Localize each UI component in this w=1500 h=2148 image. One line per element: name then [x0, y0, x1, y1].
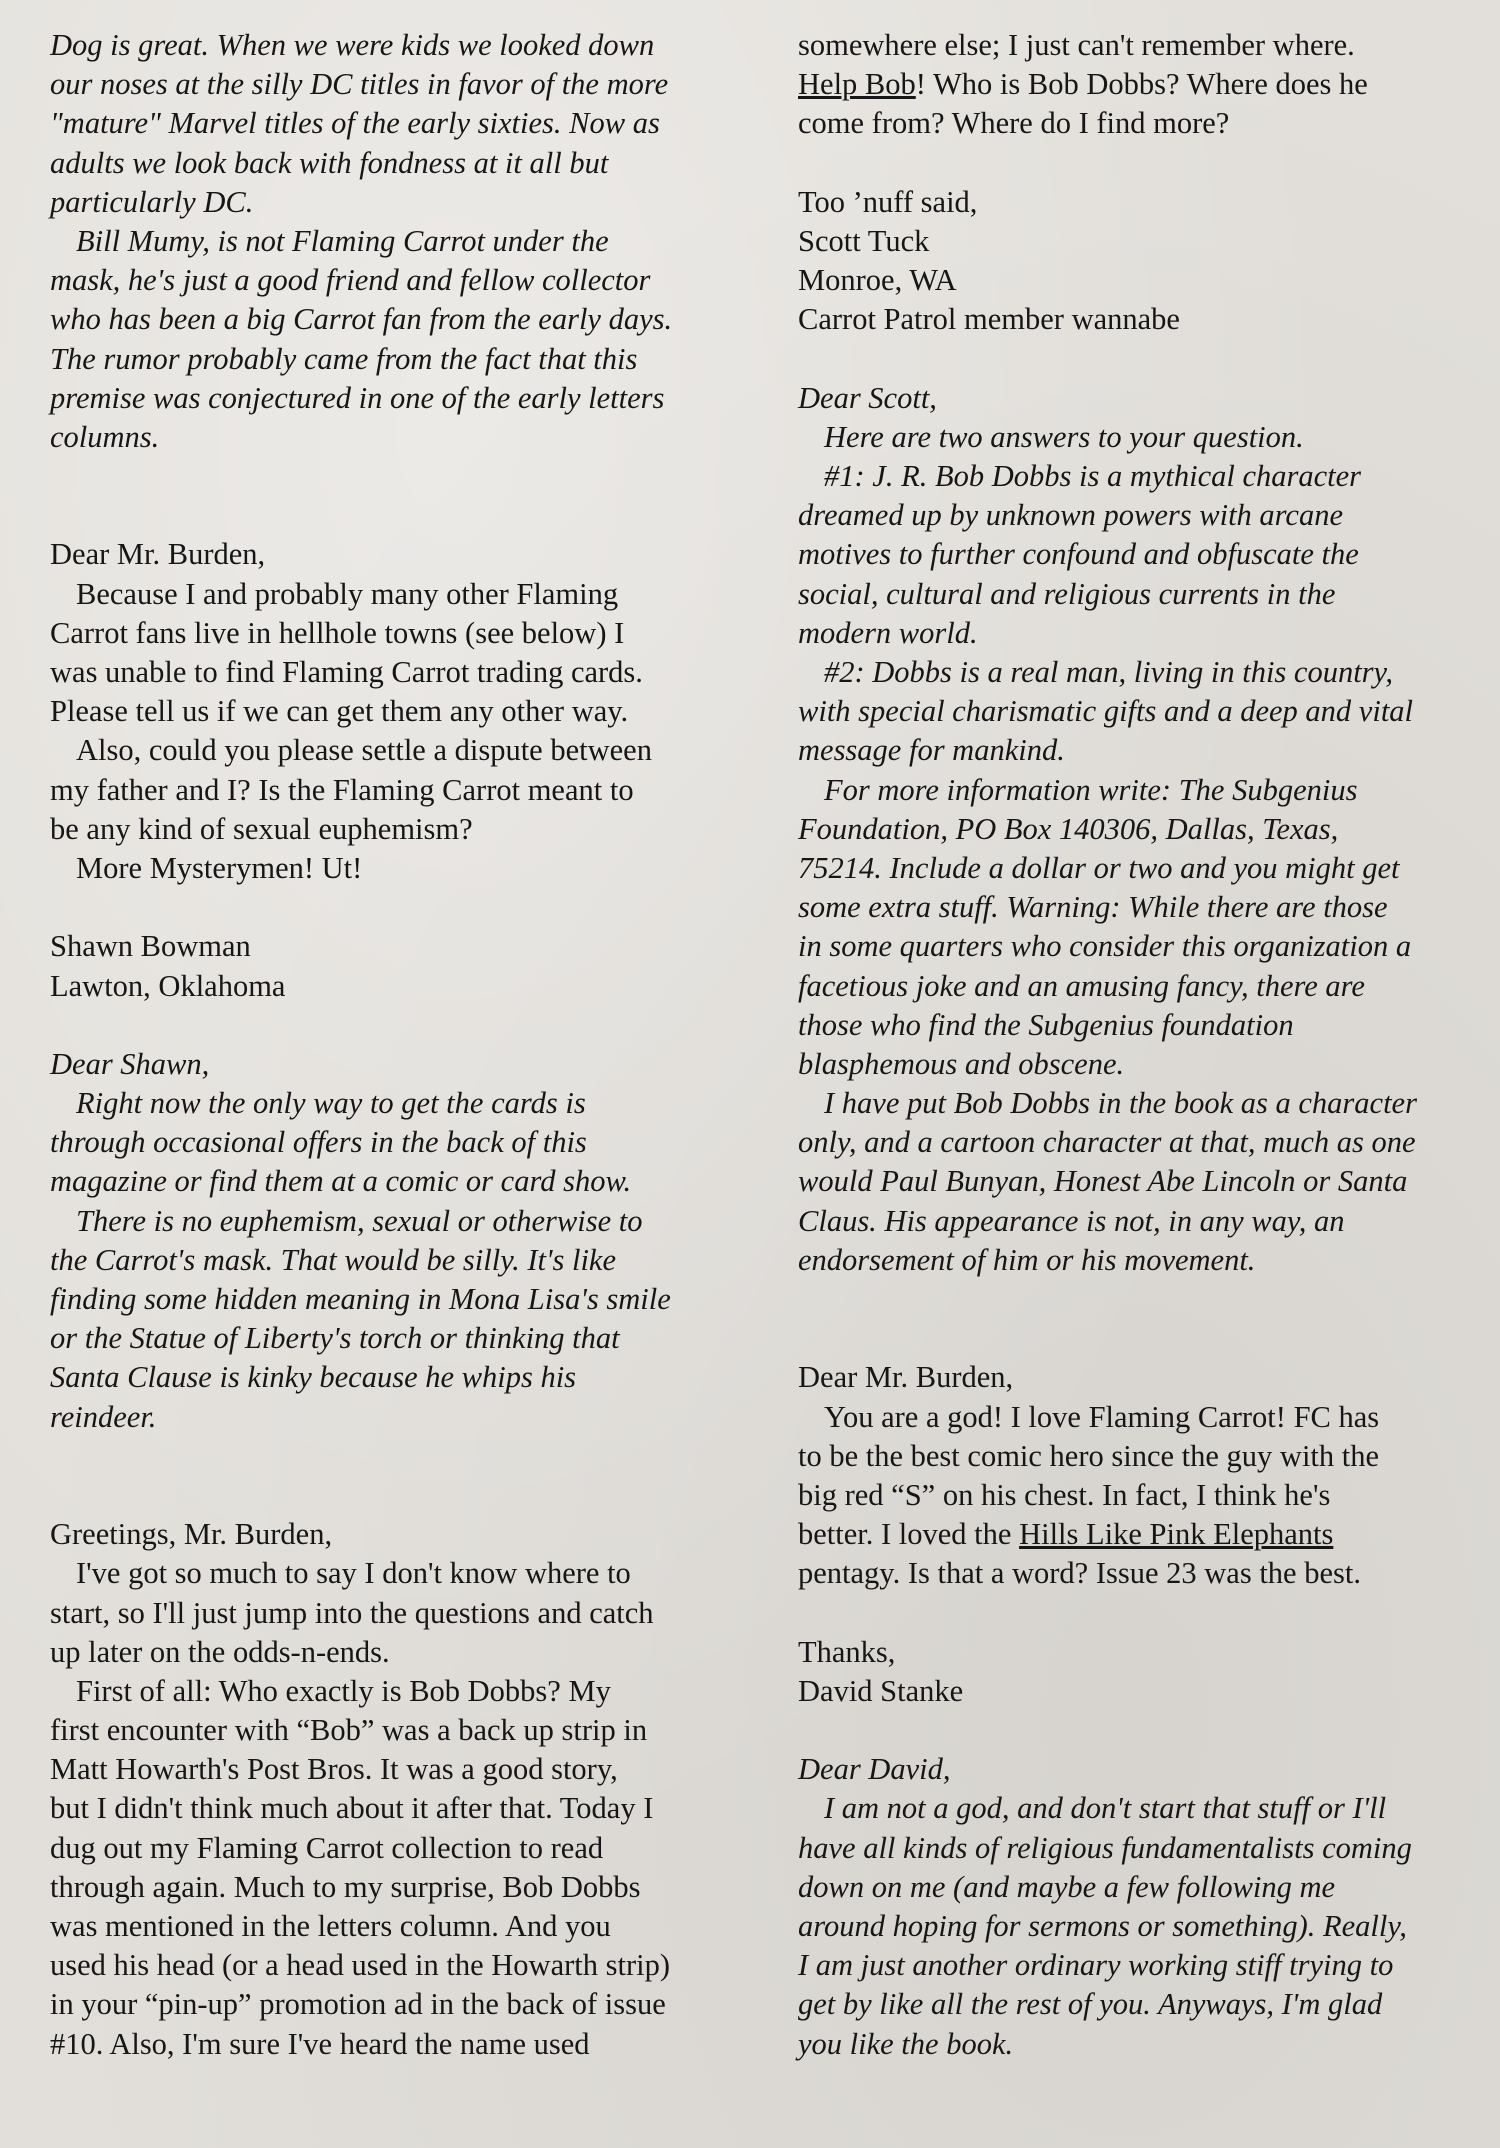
text-line: 75214. Include a dollar or two and you might get — [798, 850, 1400, 885]
underlined-title: Help Bob — [798, 67, 916, 102]
text-line: Dear Mr. Burden, — [798, 1360, 1014, 1395]
text-line: Claus. His appearance is not, in any way, an — [798, 1203, 1345, 1238]
text-line: was mentioned in the letters column. And you — [50, 1909, 611, 1944]
text-line: Also, could you please settle a dispute between — [76, 733, 652, 768]
text-line: those who find the Subgenius foundation — [798, 1007, 1294, 1042]
paragraph-gap — [50, 457, 740, 535]
text-line: you like the book. — [798, 2026, 1014, 2061]
paragraph-gap — [798, 1711, 1478, 1750]
text-line: who has been a big Carrot fan from the early days. — [50, 302, 673, 337]
text-line: Monroe, WA — [798, 263, 957, 298]
text-line: You are a god! I love Flaming Carrot! FC has — [824, 1399, 1380, 1434]
text-line: More Mysterymen! Ut! — [76, 850, 363, 885]
paragraph-gap — [798, 1594, 1478, 1633]
text-line: particularly DC. — [50, 184, 254, 219]
text-line: around hoping for sermons or something). Really, — [798, 1909, 1407, 1944]
text-line: Bill Mumy, is not Flaming Carrot under the — [76, 223, 609, 258]
text-line: Lawton, Oklahoma — [50, 968, 286, 1003]
paragraph-gap — [798, 340, 1478, 379]
text-line: used his head (or a head used in the Howarth strip) — [50, 1948, 670, 1983]
text-line: I am just another ordinary working stiff trying to — [798, 1948, 1394, 1983]
text-line: Help Bob! Who is Bob Dobbs? Where does he — [798, 67, 1368, 102]
text-line: or the Statue of Liberty's torch or thinking that — [50, 1321, 620, 1356]
paragraph-gap — [50, 1437, 740, 1515]
text-line: Right now the only way to get the cards is — [76, 1086, 586, 1121]
text-line: message for mankind. — [798, 733, 1065, 768]
text-line: #10. Also, I'm sure I've heard the name used — [50, 2026, 590, 2061]
text-line: only, and a cartoon character at that, much as one — [798, 1125, 1416, 1160]
right-column — [798, 26, 1478, 2064]
text-line: my father and I? Is the Flaming Carrot meant to — [50, 772, 634, 807]
text-line: dug out my Flaming Carrot collection to read — [50, 1830, 604, 1865]
text-line: Too ’nuff said, — [798, 184, 978, 219]
text-line: would Paul Bunyan, Honest Abe Lincoln or Santa — [798, 1164, 1408, 1199]
text-line: first encounter with “Bob” was a back up strip in — [50, 1713, 648, 1748]
text-line: David Stanke — [798, 1673, 964, 1708]
text-line: Here are two answers to your question. — [824, 419, 1304, 454]
text-line: through again. Much to my surprise, Bob Dobbs — [50, 1869, 641, 1904]
text-line: I am not a god, and don't start that stuff or I'll — [824, 1791, 1387, 1826]
text-line: in some quarters who consider this organization a — [798, 929, 1412, 964]
text-line: somewhere else; I just can't remember where. — [798, 28, 1355, 62]
text-line: Matt Howarth's Post Bros. It was a good story, — [50, 1752, 618, 1787]
text-line: There is no euphemism, sexual or otherwise to — [76, 1203, 643, 1238]
text-line: come from? Where do I find more? — [798, 106, 1230, 141]
text-line: blasphemous and obscene. — [798, 1046, 1125, 1081]
text-line: Dear David, — [798, 1752, 951, 1787]
text-line: have all kinds of religious fundamentalists coming — [798, 1830, 1412, 1865]
paragraph-gap — [50, 888, 740, 927]
text-line: mask, he's just a good friend and fellow collector — [50, 263, 651, 298]
text-line: in your “pin-up” promotion ad in the back of issue — [50, 1987, 666, 2022]
text-line: adults we look back with fondness at it all but — [50, 145, 609, 180]
underlined-title: Hills Like Pink Elephants — [1019, 1517, 1334, 1552]
text-line: First of all: Who exactly is Bob Dobbs? My — [76, 1673, 611, 1708]
text-line: Dear Shawn, — [50, 1046, 210, 1081]
text-line: better. I loved the Hills Like Pink Elephants — [798, 1517, 1334, 1552]
text-line: big red “S” on his chest. In fact, I think he's — [798, 1477, 1331, 1512]
text-line: Shawn Bowman — [50, 929, 251, 964]
text-line: finding some hidden meaning in Mona Lisa's smile — [50, 1282, 671, 1317]
text-line: to be the best comic hero since the guy with the — [798, 1438, 1380, 1473]
text-line: start, so I'll just jump into the questions and catch — [50, 1595, 654, 1630]
text-line: #1: J. R. Bob Dobbs is a mythical character — [824, 459, 1362, 494]
text-line: Dear Mr. Burden, — [50, 537, 266, 572]
text-line: Santa Clause is kinky because he whips his — [50, 1360, 577, 1395]
text-line: the Carrot's mask. That would be silly. It's like — [50, 1242, 616, 1277]
text-line: Foundation, PO Box 140306, Dallas, Texas, — [798, 811, 1339, 846]
text-line: Dog is great. When we were kids we looked down — [50, 28, 655, 62]
text-line: through occasional offers in the back of this — [50, 1125, 587, 1160]
text-line: #2: Dobbs is a real man, living in this country, — [824, 655, 1394, 689]
text-line: with special charismatic gifts and a deep and vital — [798, 694, 1414, 729]
text-line: was unable to find Flaming Carrot trading cards. — [50, 655, 643, 690]
text-line: endorsement of him or his movement. — [798, 1242, 1256, 1277]
text-line: columns. — [50, 419, 160, 454]
text-line: magazine or find them at a comic or card show. — [50, 1164, 632, 1199]
text-line: motives to further confound and obfuscate the — [798, 537, 1359, 572]
text-line: Because I and probably many other Flaming — [76, 576, 619, 611]
text-line: I have put Bob Dobbs in the book as a character — [824, 1086, 1417, 1121]
text-line: The rumor probably came from the fact that this — [50, 341, 638, 376]
text-line: Greetings, Mr. Burden, — [50, 1517, 333, 1552]
text-line: be any kind of sexual euphemism? — [50, 811, 473, 846]
text-line: Thanks, — [798, 1634, 896, 1669]
text-line: social, cultural and religious currents in the — [798, 576, 1336, 611]
text-line: Carrot Patrol member wannabe — [798, 302, 1180, 337]
paragraph-gap — [50, 1006, 740, 1045]
text-line: "mature" Marvel titles of the early sixties. Now as — [50, 106, 660, 141]
text-line: but I didn't think much about it after that. Today I — [50, 1791, 654, 1826]
text-line: up later on the odds-n-ends. — [50, 1634, 390, 1669]
text-line: our noses at the silly DC titles in favor of the more — [50, 67, 669, 102]
paragraph-gap — [798, 1280, 1478, 1358]
text-line: For more information write: The Subgenius — [824, 772, 1358, 807]
text-line: pentagy. Is that a word? Issue 23 was the best. — [798, 1556, 1361, 1591]
text-line: modern world. — [798, 615, 978, 650]
text-line: facetious joke and an amusing fancy, there are — [798, 968, 1365, 1003]
text-line: down on me (and maybe a few following me — [798, 1869, 1336, 1904]
text-line: I've got so much to say I don't know where to — [76, 1556, 631, 1591]
text-line: dreamed up by unknown powers with arcane — [798, 498, 1343, 533]
paragraph-gap — [798, 144, 1478, 183]
text-line: Scott Tuck — [798, 223, 930, 258]
text-line: get by like all the rest of you. Anyways, I'm glad — [798, 1987, 1383, 2022]
text-line: Dear Scott, — [798, 380, 937, 415]
text-line: premise was conjectured in one of the early letters — [50, 380, 665, 415]
text-line: Carrot fans live in hellhole towns (see below) I — [50, 615, 625, 650]
text-line: some extra stuff. Warning: While there are those — [798, 890, 1388, 925]
text-line: Please tell us if we can get them any other way. — [50, 694, 629, 729]
left-column — [50, 26, 740, 2064]
text-line: reindeer. — [50, 1399, 157, 1434]
